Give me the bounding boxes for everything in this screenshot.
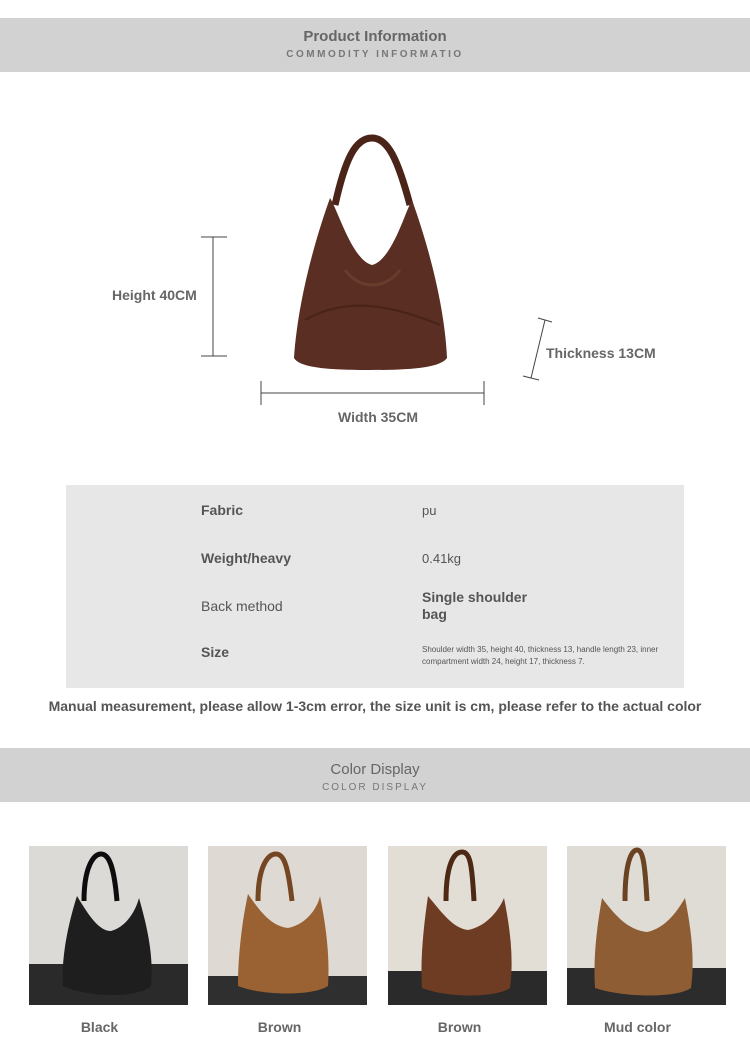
spec-key-back-method: Back method bbox=[201, 598, 283, 614]
color-swatch-mud[interactable] bbox=[567, 846, 726, 1005]
color-swatch-black[interactable] bbox=[29, 846, 188, 1005]
spec-table bbox=[66, 485, 684, 688]
hero-bag-image bbox=[294, 138, 447, 370]
spec-value-weight: 0.41kg bbox=[422, 551, 462, 566]
bag-photo-mud bbox=[567, 846, 726, 1005]
color-label-black: Black bbox=[80, 1019, 119, 1035]
bag-photo-dark-brown bbox=[388, 846, 547, 1005]
color-swatch-dark-brown[interactable] bbox=[388, 846, 547, 1005]
spec-key-weight: Weight/heavy bbox=[201, 550, 291, 566]
bag-photo-brown bbox=[208, 846, 367, 1005]
spec-value-size: Shoulder width 35, height 40, thickness 13, handle length 23, inner compartment width 24, height 17, thickness 7. bbox=[422, 645, 659, 666]
spec-value-fabric: pu bbox=[422, 503, 437, 518]
color-display-header bbox=[0, 748, 750, 802]
color-display-subtitle: COLOR DISPLAY bbox=[322, 782, 428, 793]
spec-value-back-method: Single shoulder bag bbox=[422, 589, 528, 622]
spec-key-fabric: Fabric bbox=[201, 502, 244, 518]
height-label: Height 40CM bbox=[112, 287, 197, 303]
product-info-title: Product Information bbox=[303, 28, 447, 45]
color-display-title: Color Display bbox=[330, 761, 420, 778]
measurement-note: Manual measurement, please allow 1-3cm error, the size unit is cm, please refer to the actual color bbox=[48, 698, 702, 714]
height-dimension-line bbox=[201, 237, 227, 356]
spec-key-size: Size bbox=[201, 644, 230, 660]
product-info-header bbox=[0, 18, 750, 72]
thickness-label: Thickness 13CM bbox=[546, 345, 656, 361]
color-label-dark-brown: Brown bbox=[437, 1019, 482, 1035]
color-label-brown: Brown bbox=[257, 1019, 302, 1035]
bag-photo-black bbox=[29, 846, 188, 1005]
hero-bag-illustration bbox=[0, 120, 750, 430]
color-label-mud: Mud color bbox=[604, 1019, 671, 1035]
product-info-subtitle: COMMODITY INFORMATIO bbox=[286, 49, 464, 60]
width-label: Width 35CM bbox=[338, 409, 418, 425]
width-dimension-line bbox=[261, 381, 484, 405]
color-swatch-brown[interactable] bbox=[208, 846, 367, 1005]
